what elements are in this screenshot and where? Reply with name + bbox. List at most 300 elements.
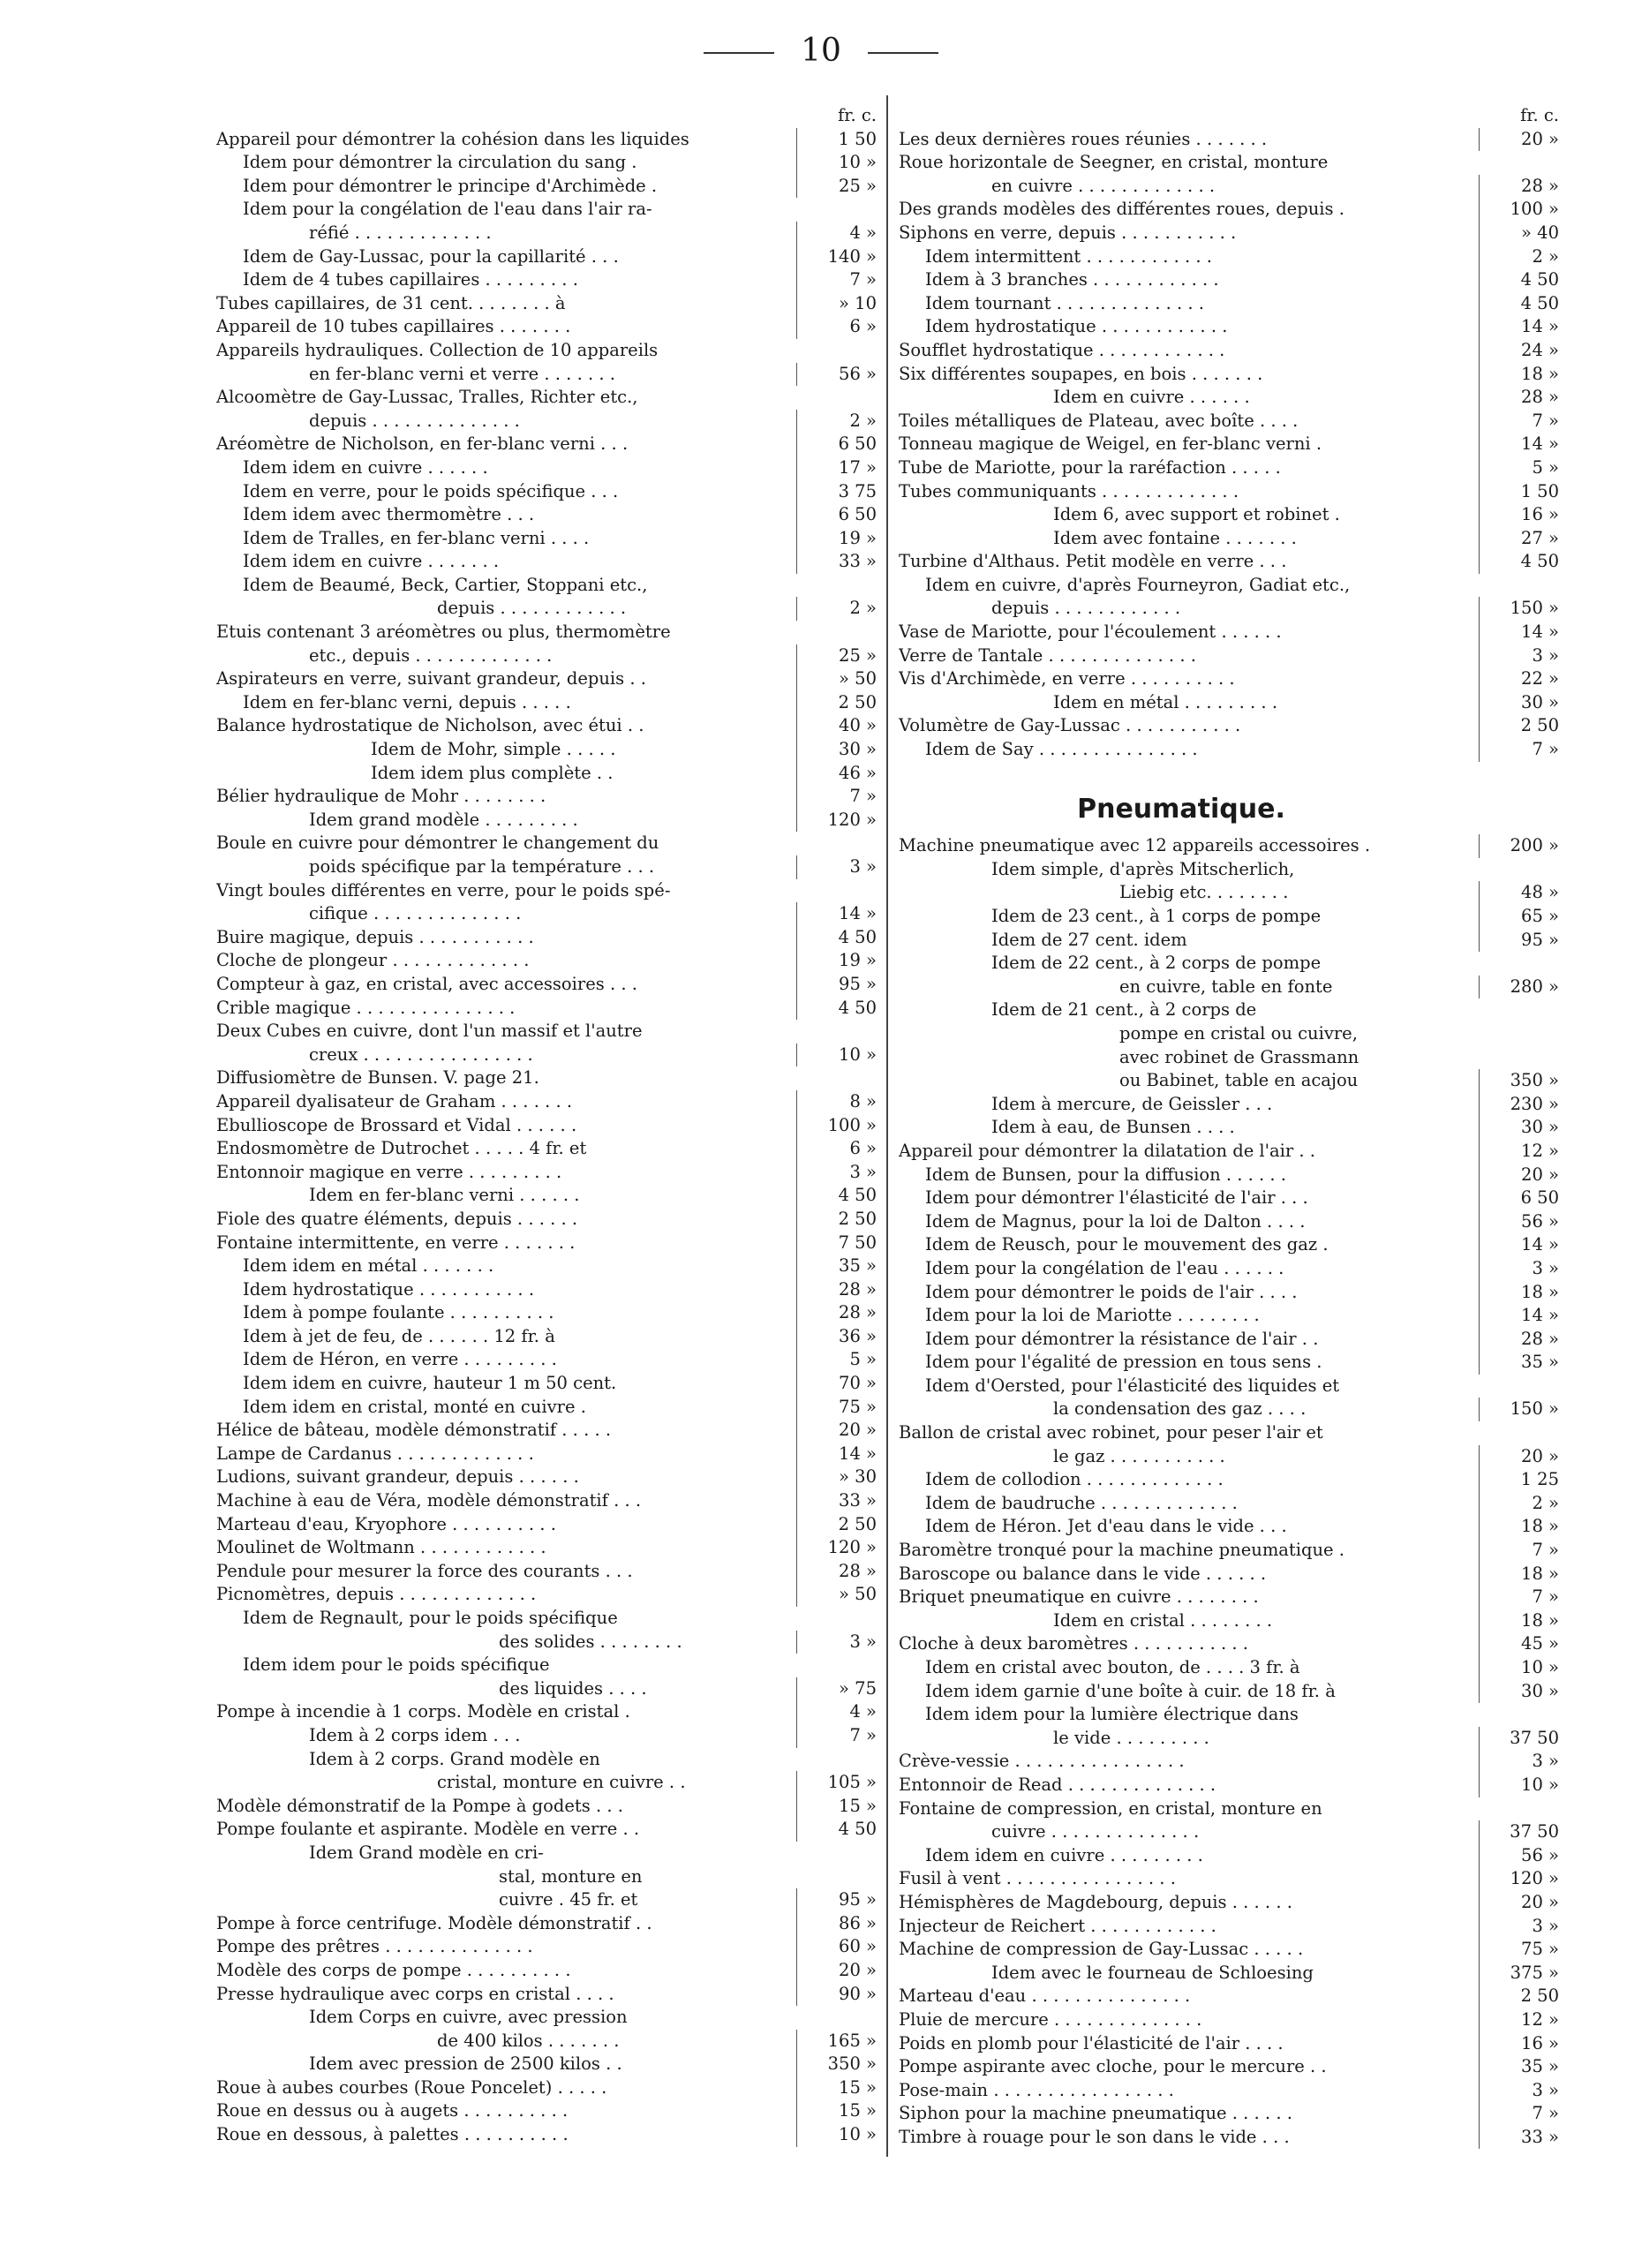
catalog-entry bbox=[899, 480, 1561, 504]
catalog-entry bbox=[899, 1609, 1561, 1633]
section-heading-row bbox=[899, 785, 1561, 834]
entry-description: Idem simple, d'après Mitscherlich, bbox=[991, 858, 1295, 879]
catalog-entry bbox=[899, 1445, 1561, 1469]
entry-price: 20 » bbox=[1479, 1445, 1561, 1469]
entry-price: 5 » bbox=[796, 1348, 878, 1372]
catalog-entry bbox=[899, 1656, 1561, 1680]
entry-description: Idem de 27 cent. idem bbox=[991, 929, 1187, 950]
entry-price: 14 » bbox=[1479, 1233, 1561, 1257]
catalog-entry bbox=[216, 386, 878, 410]
catalog-entry bbox=[899, 1962, 1561, 1985]
catalog-entry bbox=[216, 315, 878, 339]
catalog-entry bbox=[216, 1372, 878, 1396]
entry-description: Timbre à rouage pour le son dans le vide . . . bbox=[899, 2126, 1290, 2147]
entry-description: Buire magique, depuis . . . . . . . . . . . bbox=[216, 926, 534, 947]
entry-description: Idem en fer-blanc verni . . . . . . bbox=[309, 1185, 580, 1206]
catalog-entry bbox=[216, 809, 878, 833]
entry-description: Idem pour démontrer l'élasticité de l'air . . . bbox=[925, 1187, 1308, 1209]
entry-description: Entonnoir magique en verre . . . . . . . . . bbox=[216, 1161, 562, 1182]
catalog-entry bbox=[216, 1513, 878, 1537]
catalog-entry bbox=[899, 1210, 1561, 1234]
catalog-entry bbox=[216, 2123, 878, 2147]
catalog-entry bbox=[216, 175, 878, 199]
entry-price: 45 » bbox=[1479, 1632, 1561, 1656]
entry-price: » 50 bbox=[796, 667, 878, 691]
entry-description: Idem en cristal avec bouton, de . . . . 3 fr. à bbox=[925, 1657, 1300, 1677]
catalog-entry bbox=[899, 1985, 1561, 2008]
catalog-entry bbox=[899, 1563, 1561, 1586]
catalog-entry bbox=[216, 714, 878, 738]
catalog-entry bbox=[216, 574, 878, 598]
entry-price: 3 » bbox=[796, 855, 878, 879]
entry-description: Ballon de cristal avec robinet, pour peser l'air et bbox=[899, 1422, 1323, 1443]
catalog-entry bbox=[899, 858, 1561, 882]
entry-price: 10 » bbox=[1479, 1656, 1561, 1680]
entry-price: 10 » bbox=[796, 151, 878, 175]
catalog-entry bbox=[899, 644, 1561, 668]
entry-description: Idem à eau, de Bunsen . . . . bbox=[991, 1117, 1235, 1138]
catalog-entry bbox=[216, 1677, 878, 1701]
entry-price: 120 » bbox=[1479, 1867, 1561, 1891]
catalog-entry bbox=[216, 644, 878, 668]
header-rule-left bbox=[704, 52, 774, 54]
entry-price: 60 » bbox=[796, 1935, 878, 1959]
entry-price: 4 50 bbox=[1479, 268, 1561, 292]
entry-description: Idem pour la loi de Mariotte . . . . . . . . bbox=[925, 1305, 1260, 1326]
catalog-entry bbox=[899, 410, 1561, 433]
entry-price: 100 » bbox=[1479, 198, 1561, 222]
entry-description: Toiles métalliques de Plateau, avec boîte . . . . bbox=[899, 410, 1299, 431]
entry-price: 16 » bbox=[1479, 2032, 1561, 2056]
entry-price: 7 » bbox=[1479, 1539, 1561, 1563]
entry-description: etc., depuis . . . . . . . . . . . . . bbox=[309, 644, 553, 666]
entry-price: 36 » bbox=[796, 1325, 878, 1349]
catalog-entry bbox=[216, 1818, 878, 1842]
entry-description: pompe en cristal ou cuivre, bbox=[1119, 1022, 1358, 1044]
catalog-entry bbox=[899, 1586, 1561, 1609]
catalog-entry bbox=[899, 1093, 1561, 1117]
entry-price: 3 » bbox=[1479, 1257, 1561, 1281]
catalog-entry bbox=[216, 1278, 878, 1302]
entry-description: Idem grand modèle . . . . . . . . . bbox=[309, 809, 578, 830]
catalog-entry bbox=[899, 1915, 1561, 1939]
catalog-entry bbox=[899, 1328, 1561, 1352]
left-price-list bbox=[216, 128, 878, 2147]
entry-price: 28 » bbox=[1479, 175, 1561, 199]
entry-price: » 50 bbox=[796, 1583, 878, 1607]
catalog-entry bbox=[216, 1865, 878, 1889]
right-price-list-pneumatics bbox=[899, 834, 1561, 2149]
entry-description: Tube de Mariotte, pour la raréfaction . . . . . bbox=[899, 456, 1281, 478]
entry-price: 30 » bbox=[796, 738, 878, 762]
catalog-entry bbox=[216, 785, 878, 809]
entry-description: Hélice de bâteau, modèle démonstratif . . . . . bbox=[216, 1420, 612, 1441]
catalog-entry bbox=[216, 1325, 878, 1349]
entry-price: 56 » bbox=[1479, 1210, 1561, 1234]
entry-description: Aspirateurs en verre, suivant grandeur, depuis . . bbox=[216, 668, 646, 689]
entry-price: 2 » bbox=[796, 410, 878, 433]
entry-price: 15 » bbox=[796, 2099, 878, 2123]
entry-price: 35 » bbox=[1479, 2055, 1561, 2079]
entry-description: Boule en cuivre pour démontrer le changement du bbox=[216, 833, 659, 854]
catalog-entry bbox=[899, 268, 1561, 292]
entry-description: cristal, monture en cuivre . . bbox=[437, 1772, 686, 1793]
currency-header: fr. c. bbox=[838, 105, 877, 125]
entry-price: 33 » bbox=[796, 550, 878, 574]
catalog-entry bbox=[216, 245, 878, 269]
catalog-entry bbox=[899, 1680, 1561, 1704]
catalog-entry bbox=[216, 1631, 878, 1654]
entry-price: 4 50 bbox=[796, 926, 878, 950]
entry-price: 20 » bbox=[1479, 1164, 1561, 1187]
entry-price: 4 50 bbox=[1479, 292, 1561, 316]
catalog-entry bbox=[899, 1844, 1561, 1868]
entry-description: stal, monture en bbox=[499, 1865, 643, 1887]
entry-description: Six différentes soupapes, en bois . . . . . . . bbox=[899, 363, 1263, 384]
entry-price: 2 » bbox=[796, 597, 878, 621]
entry-description: cuivre . . . . . . . . . . . . . . bbox=[991, 1821, 1200, 1842]
entry-description: Tonneau magique de Weigel, en fer-blanc verni . bbox=[899, 433, 1322, 455]
catalog-entry bbox=[216, 949, 878, 973]
catalog-entry bbox=[899, 881, 1561, 905]
entry-description: Roue à aubes courbes (Roue Poncelet) . . . . . bbox=[216, 2076, 607, 2098]
entry-price: 56 » bbox=[796, 363, 878, 387]
entry-description: Idem de Beaumé, Beck, Cartier, Stoppani etc., bbox=[243, 574, 648, 595]
entry-description: Idem de 21 cent., à 2 corps de bbox=[991, 999, 1257, 1021]
catalog-entry bbox=[899, 2126, 1561, 2150]
entry-description: Tubes capillaires, de 31 cent. . . . . . . . à bbox=[216, 292, 566, 313]
entry-description: Idem pour la congélation de l'eau . . . . . . bbox=[925, 1257, 1284, 1278]
entry-price: 17 » bbox=[796, 456, 878, 480]
entry-price: 27 » bbox=[1479, 527, 1561, 551]
entry-price: 2 50 bbox=[1479, 714, 1561, 738]
catalog-entry bbox=[899, 363, 1561, 387]
catalog-entry bbox=[899, 691, 1561, 715]
catalog-entry bbox=[899, 245, 1561, 269]
catalog-entry bbox=[216, 268, 878, 292]
entry-price: 350 » bbox=[796, 2053, 878, 2076]
entry-description: de 400 kilos . . . . . . . bbox=[437, 2030, 620, 2051]
entry-price: 33 » bbox=[1479, 2126, 1561, 2150]
entry-description: Etuis contenant 3 aréomètres ou plus, thermomètre bbox=[216, 622, 671, 643]
catalog-entry bbox=[899, 574, 1561, 598]
entry-price: 22 » bbox=[1479, 667, 1561, 691]
entry-description: Idem à pompe foulante . . . . . . . . . . bbox=[243, 1302, 554, 1323]
entry-price: 150 » bbox=[1479, 597, 1561, 621]
entry-description: le vide . . . . . . . . . bbox=[1053, 1727, 1209, 1748]
entry-description: Appareil pour démontrer la cohésion dans les liquides bbox=[216, 128, 689, 149]
catalog-entry bbox=[899, 1515, 1561, 1539]
catalog-entry bbox=[899, 1281, 1561, 1305]
entry-price: 18 » bbox=[1479, 363, 1561, 387]
catalog-entry bbox=[216, 2006, 878, 2030]
entry-description: Pendule pour mesurer la force des courants . . . bbox=[216, 1560, 633, 1581]
catalog-entry bbox=[216, 973, 878, 997]
catalog-entry bbox=[899, 952, 1561, 976]
catalog-entry bbox=[899, 738, 1561, 762]
catalog-entry bbox=[216, 1443, 878, 1466]
entry-price: 28 » bbox=[796, 1301, 878, 1325]
currency-header: fr. c. bbox=[1520, 105, 1559, 125]
catalog-entry bbox=[899, 1867, 1561, 1891]
entry-description: Alcoomètre de Gay-Lussac, Tralles, Richter etc., bbox=[216, 387, 638, 408]
entry-price: 14 » bbox=[1479, 1304, 1561, 1328]
entry-description: Entonnoir de Read . . . . . . . . . . . . . . bbox=[899, 1774, 1216, 1795]
entry-description: en cuivre, table en fonte bbox=[1119, 976, 1333, 997]
entry-description: le gaz . . . . . . . . . . . bbox=[1053, 1445, 1225, 1466]
catalog-entry bbox=[899, 456, 1561, 480]
catalog-entry bbox=[899, 714, 1561, 738]
entry-description: Bélier hydraulique de Mohr . . . . . . . . bbox=[216, 786, 546, 807]
catalog-entry bbox=[216, 292, 878, 316]
entry-description: Vase de Mariotte, pour l'écoulement . . . . . . bbox=[899, 622, 1282, 643]
entry-description: Idem à mercure, de Geissler . . . bbox=[991, 1093, 1273, 1114]
entry-description: Idem avec fontaine . . . . . . . bbox=[1053, 527, 1297, 548]
catalog-entry bbox=[899, 1421, 1561, 1445]
entry-description: Crève-vessie . . . . . . . . . . . . . . . . bbox=[899, 1751, 1185, 1772]
catalog-entry bbox=[899, 433, 1561, 456]
catalog-entry bbox=[216, 222, 878, 245]
entry-price: 30 » bbox=[1479, 691, 1561, 715]
entry-description: creux . . . . . . . . . . . . . . . . bbox=[309, 1044, 533, 1065]
entry-description: cifique . . . . . . . . . . . . . . bbox=[309, 903, 522, 924]
entry-price: 28 » bbox=[796, 1278, 878, 1302]
catalog-entry bbox=[216, 1983, 878, 2007]
catalog-entry bbox=[899, 222, 1561, 245]
entry-description: Modèle démonstratif de la Pompe à godets . . . bbox=[216, 1795, 623, 1816]
entry-description: Idem idem pour le poids spécifique bbox=[243, 1654, 550, 1676]
catalog-entry bbox=[216, 363, 878, 387]
entry-description: Roue en dessus ou à augets . . . . . . . . . . bbox=[216, 2100, 569, 2121]
catalog-entry bbox=[899, 503, 1561, 527]
entry-price: 90 » bbox=[796, 1983, 878, 2007]
left-column bbox=[216, 104, 878, 2147]
entry-price: 4 50 bbox=[796, 997, 878, 1021]
entry-description: Idem pour la congélation de l'eau dans l'air ra- bbox=[243, 199, 652, 220]
catalog-entry bbox=[216, 1114, 878, 1138]
catalog-entry bbox=[899, 1164, 1561, 1187]
entry-description: Soufflet hydrostatique . . . . . . . . . . . . bbox=[899, 339, 1225, 360]
entry-description: Idem pour démontrer la résistance de l'air . . bbox=[925, 1328, 1319, 1349]
catalog-entry bbox=[216, 667, 878, 691]
entry-description: Presse hydraulique avec corps en cristal . . . . bbox=[216, 1983, 614, 2004]
entry-price: 6 50 bbox=[796, 503, 878, 527]
entry-description: la condensation des gaz . . . . bbox=[1053, 1398, 1307, 1420]
entry-price: 3 » bbox=[796, 1161, 878, 1185]
entry-description: Idem de Héron, en verre . . . . . . . . . bbox=[243, 1349, 557, 1370]
entry-price: 56 » bbox=[1479, 1844, 1561, 1868]
entry-price: 24 » bbox=[1479, 339, 1561, 363]
catalog-entry bbox=[899, 1187, 1561, 1210]
entry-price: 7 » bbox=[1479, 738, 1561, 762]
entry-description: Vis d'Archimède, en verre . . . . . . . . . . bbox=[899, 668, 1235, 689]
entry-description: Idem en cristal . . . . . . . . bbox=[1053, 1609, 1273, 1631]
entry-price: » 10 bbox=[796, 292, 878, 316]
catalog-entry bbox=[899, 834, 1561, 858]
catalog-entry bbox=[899, 1116, 1561, 1140]
catalog-entry bbox=[216, 1301, 878, 1325]
entry-description: Idem hydrostatique . . . . . . . . . . . . bbox=[925, 316, 1228, 337]
entry-description: Machine de compression de Gay-Lussac . . . . . bbox=[899, 1939, 1304, 1960]
entry-description: depuis . . . . . . . . . . . . bbox=[437, 598, 627, 619]
entry-description: Idem idem plus complète . . bbox=[371, 762, 614, 783]
entry-description: Des grands modèles des différentes roues, depuis . bbox=[899, 199, 1344, 220]
entry-price: 10 » bbox=[796, 1044, 878, 1067]
catalog-entry bbox=[216, 339, 878, 363]
entry-description: Idem de Bunsen, pour la diffusion . . . . . . bbox=[925, 1164, 1287, 1185]
catalog-entry bbox=[216, 2030, 878, 2053]
entry-price: 12 » bbox=[1479, 1140, 1561, 1164]
catalog-entry bbox=[216, 879, 878, 903]
catalog-entry bbox=[216, 1020, 878, 1044]
entry-price: 18 » bbox=[1479, 1515, 1561, 1539]
entry-description: Diffusiomètre de Bunsen. V. page 21. bbox=[216, 1067, 539, 1089]
entry-description: Briquet pneumatique en cuivre . . . . . . . . bbox=[899, 1586, 1259, 1608]
catalog-entry bbox=[899, 998, 1561, 1022]
entry-price: 105 » bbox=[796, 1771, 878, 1795]
catalog-entry bbox=[216, 855, 878, 879]
entry-price: 14 » bbox=[1479, 433, 1561, 456]
entry-price: 200 » bbox=[1479, 834, 1561, 858]
entry-description: depuis . . . . . . . . . . . . bbox=[991, 598, 1181, 619]
catalog-entry bbox=[899, 315, 1561, 339]
entry-description: Idem de Say . . . . . . . . . . . . . . . bbox=[925, 739, 1198, 760]
entry-price: 37 50 bbox=[1479, 1727, 1561, 1751]
catalog-entry bbox=[899, 1022, 1561, 1046]
entry-price: 5 » bbox=[1479, 456, 1561, 480]
entry-description: Hémisphères de Magdebourg, depuis . . . . . . bbox=[899, 1891, 1292, 1912]
right-currency-header-row bbox=[899, 104, 1561, 128]
entry-price: 48 » bbox=[1479, 881, 1561, 905]
entry-price: 6 » bbox=[796, 315, 878, 339]
entry-description: Liebig etc. . . . . . . . bbox=[1119, 882, 1289, 903]
catalog-entry bbox=[899, 597, 1561, 621]
entry-price: 280 » bbox=[1479, 976, 1561, 999]
catalog-entry bbox=[216, 1771, 878, 1795]
catalog-entry bbox=[216, 997, 878, 1021]
entry-description: Lampe de Cardanus . . . . . . . . . . . . . bbox=[216, 1443, 534, 1464]
catalog-entry bbox=[216, 1255, 878, 1278]
entry-description: Idem de collodion . . . . . . . . . . . . . bbox=[925, 1469, 1224, 1490]
entry-description: Idem avec pression de 2500 kilos . . bbox=[309, 2053, 622, 2075]
catalog-entry bbox=[216, 550, 878, 574]
catalog-entry bbox=[216, 198, 878, 222]
entry-price: 1 25 bbox=[1479, 1468, 1561, 1492]
catalog-entry bbox=[216, 1489, 878, 1513]
entry-description: Verre de Tantale . . . . . . . . . . . . . . bbox=[899, 644, 1196, 666]
entry-price: 7 » bbox=[796, 785, 878, 809]
catalog-entry bbox=[216, 902, 878, 926]
entry-description: Idem de 23 cent., à 1 corps de pompe bbox=[991, 906, 1322, 926]
entry-price: 8 » bbox=[796, 1090, 878, 1114]
catalog-entry bbox=[216, 1607, 878, 1631]
entry-price: 20 » bbox=[796, 1959, 878, 1983]
entry-description: des solides . . . . . . . . bbox=[499, 1631, 682, 1652]
catalog-entry bbox=[216, 456, 878, 480]
catalog-entry bbox=[899, 527, 1561, 551]
entry-description: Idem de baudruche . . . . . . . . . . . . . bbox=[925, 1492, 1238, 1513]
catalog-entry bbox=[216, 1842, 878, 1865]
catalog-entry bbox=[216, 1536, 878, 1560]
catalog-entry bbox=[899, 1351, 1561, 1375]
entry-description: Marteau d'eau . . . . . . . . . . . . . . . bbox=[899, 1985, 1191, 2007]
entry-price: 4 » bbox=[796, 222, 878, 245]
entry-description: Pluie de mercure . . . . . . . . . . . . . . bbox=[899, 2008, 1202, 2030]
catalog-entry bbox=[899, 905, 1561, 929]
catalog-entry bbox=[899, 1938, 1561, 1962]
entry-price: 12 » bbox=[1479, 2008, 1561, 2032]
entry-description: Idem idem en cuivre . . . . . . . . . bbox=[925, 1844, 1203, 1865]
entry-description: Deux Cubes en cuivre, dont l'un massif et l'autre bbox=[216, 1021, 643, 1042]
entry-description: en cuivre . . . . . . . . . . . . . bbox=[991, 175, 1216, 196]
entry-price: 28 » bbox=[796, 1560, 878, 1584]
entry-price: 20 » bbox=[796, 1419, 878, 1443]
entry-price: 20 » bbox=[1479, 1891, 1561, 1915]
entry-description: Compteur à gaz, en cristal, avec accessoires . . . bbox=[216, 973, 637, 994]
catalog-entry bbox=[899, 175, 1561, 199]
entry-price: 120 » bbox=[796, 1536, 878, 1560]
entry-price: 2 50 bbox=[796, 1513, 878, 1537]
catalog-entry bbox=[216, 1137, 878, 1161]
catalog-entry bbox=[899, 976, 1561, 999]
entry-description: Idem idem en cuivre, hauteur 1 m 50 cent. bbox=[243, 1373, 617, 1394]
entry-price: 6 50 bbox=[1479, 1187, 1561, 1210]
catalog-entry bbox=[899, 1140, 1561, 1164]
entry-description: Idem pour démontrer le poids de l'air . . . . bbox=[925, 1281, 1298, 1302]
entry-price: 18 » bbox=[1479, 1609, 1561, 1633]
entry-description: réfié . . . . . . . . . . . . . bbox=[309, 222, 492, 243]
catalog-entry bbox=[899, 1233, 1561, 1257]
entry-description: Idem de Mohr, simple . . . . . bbox=[371, 739, 616, 760]
catalog-entry bbox=[216, 597, 878, 621]
entry-description: Idem en verre, pour le poids spécifique . . . bbox=[243, 480, 619, 501]
entry-description: Idem pour l'égalité de pression en tous sens . bbox=[925, 1352, 1322, 1373]
entry-price: 4 » bbox=[796, 1700, 878, 1724]
catalog-entry bbox=[216, 1583, 878, 1607]
entry-price: 7 50 bbox=[796, 1232, 878, 1255]
entry-description: des liquides . . . . bbox=[499, 1677, 647, 1699]
catalog-entry bbox=[216, 1232, 878, 1255]
catalog-entry bbox=[216, 1161, 878, 1185]
catalog-entry bbox=[216, 1066, 878, 1090]
catalog-entry bbox=[216, 2076, 878, 2100]
entry-price: 7 » bbox=[1479, 1586, 1561, 1609]
right-price-list-hydraulics bbox=[899, 128, 1561, 762]
entry-price: 3 75 bbox=[796, 480, 878, 504]
left-currency-header-row bbox=[216, 104, 878, 128]
entry-price: 15 » bbox=[796, 2076, 878, 2100]
catalog-entry bbox=[216, 1795, 878, 1819]
catalog-entry bbox=[216, 762, 878, 786]
catalog-entry bbox=[899, 151, 1561, 175]
catalog-entry bbox=[899, 2079, 1561, 2103]
entry-price: 7 » bbox=[1479, 2102, 1561, 2126]
entry-price: 37 50 bbox=[1479, 1820, 1561, 1844]
catalog-entry bbox=[216, 480, 878, 504]
entry-price: 75 » bbox=[1479, 1938, 1561, 1962]
catalog-entry bbox=[216, 1208, 878, 1232]
catalog-entry bbox=[899, 1046, 1561, 1070]
catalog-entry bbox=[216, 738, 878, 762]
entry-description: Appareils hydrauliques. Collection de 10 appareils bbox=[216, 339, 659, 360]
catalog-entry bbox=[899, 1257, 1561, 1281]
entry-description: Idem de 22 cent., à 2 corps de pompe bbox=[991, 953, 1322, 974]
entry-description: Idem pour démontrer le principe d'Archimède . bbox=[243, 175, 658, 196]
catalog-entry bbox=[899, 1398, 1561, 1421]
entry-price: 4 50 bbox=[796, 1184, 878, 1208]
entry-description: Endosmomètre de Dutrochet . . . . . 4 fr. et bbox=[216, 1138, 587, 1159]
entry-price: 2 » bbox=[1479, 1492, 1561, 1516]
